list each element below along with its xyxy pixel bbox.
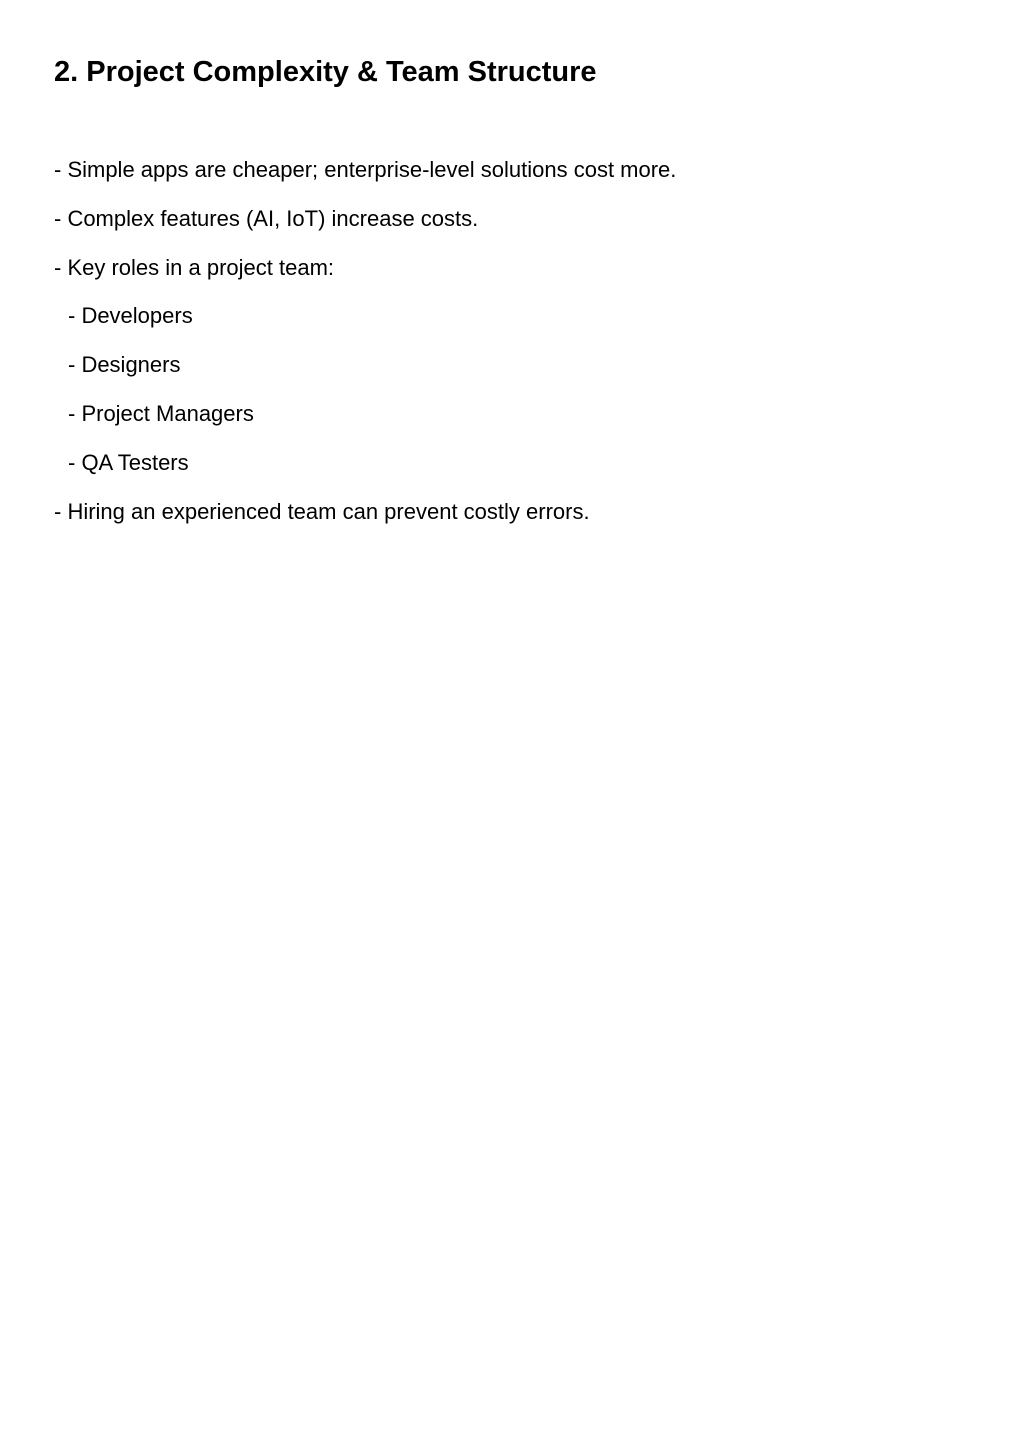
- bullet-list: [54, 155, 676, 545]
- bullet-hiring-team: - Hiring an experienced team can prevent costly errors.: [54, 498, 590, 524]
- sub-bullet-qa-testers: - QA Testers: [68, 449, 189, 475]
- sub-bullet-designers: - Designers: [68, 352, 181, 378]
- bullet-simple-apps: - Simple apps are cheaper; enterprise-level solutions cost more.: [54, 157, 677, 182]
- sub-bullet-developers: - Developers: [68, 303, 193, 329]
- bullet-key-roles: - Key roles in a project team:: [54, 254, 335, 280]
- page-title: 2. Project Complexity & Team Structure: [54, 56, 597, 88]
- sub-bullet-project-managers: - Project Managers: [68, 400, 254, 426]
- bullet-complex-features: - Complex features (AI, IoT) increase costs.: [54, 205, 479, 231]
